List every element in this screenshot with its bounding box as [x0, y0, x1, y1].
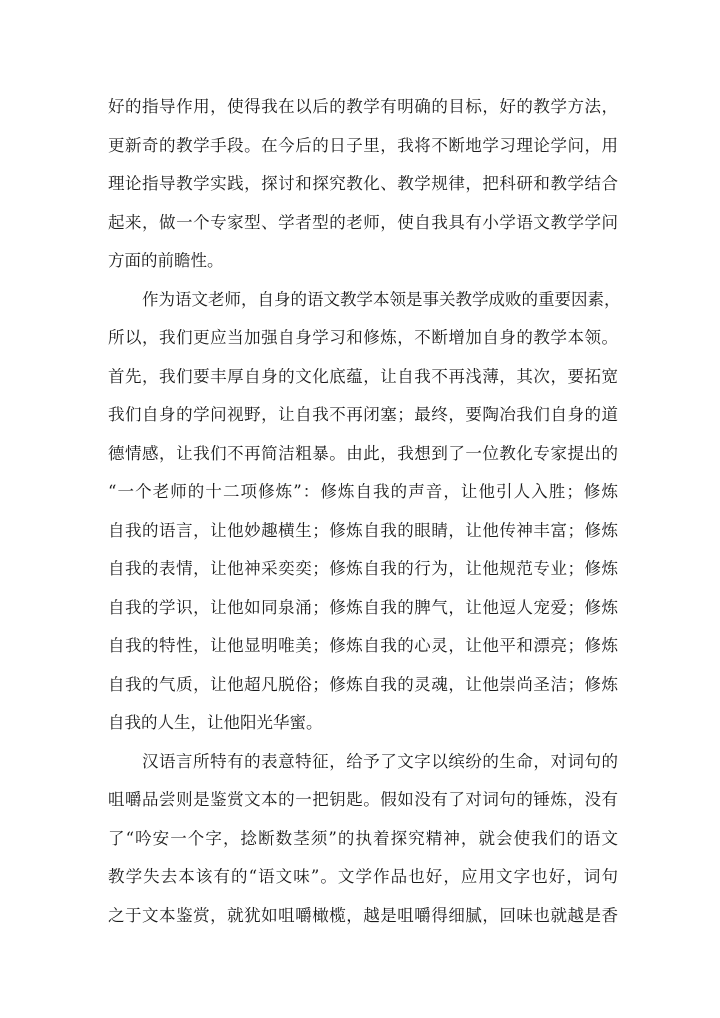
text-line: 起来，做一个专家型、学者型的老师，使自我具有小学语文教学学问 [108, 212, 618, 232]
text-line: 自我的表情，让他神采奕奕；修炼自我的行为，让他规范专业；修炼 [108, 559, 618, 578]
text-line: 教学失去本该有的“语文味”。文学作品也好，应用文字也好，词句 [108, 867, 618, 886]
text-line: 汉语言所特有的表意特征，给予了文字以缤纷的生命，对词句的 [142, 751, 618, 771]
text-line: 了“吟安一个字，捻断数茎须”的执着探究精神，就会使我们的语文 [108, 828, 618, 848]
paragraph-2 [108, 281, 621, 743]
text-line: “一个老师的十二项修炼”：修炼自我的声音，让他引人入胜；修炼 [108, 482, 618, 501]
text-line: 咀嚼品尝则是鉴赏文本的一把钥匙。假如没有了对词句的锤炼，没有 [108, 790, 618, 809]
text-line: 之于文本鉴赏，就犹如咀嚼橄榄，越是咀嚼得细腻，回味也就越是香 [108, 905, 618, 925]
text-line: 好的指导作用，使得我在以后的教学有明确的目标，好的教学方法， [108, 97, 618, 116]
text-line: 自我的气质，让他超凡脱俗；修炼自我的灵魂，让他崇尚圣洁；修炼 [108, 674, 618, 694]
text-line: 我们自身的学问视野，让自我不再闭塞；最终，要陶冶我们自身的道 [108, 405, 618, 424]
text-line: 自我的人生，让他阳光华蜜。 [108, 713, 323, 732]
text-line: 自我的学识，让他如同泉涌；修炼自我的脾气，让他逗人宠爱；修炼 [108, 597, 618, 617]
paragraph-3 [108, 743, 618, 936]
document-page [108, 88, 621, 935]
text-line: 作为语文老师，自身的语文教学本领是事关教学成败的重要因素， [142, 289, 621, 309]
text-line: 自我的特性，让他显明唯美；修炼自我的心灵，让他平和漂亮；修炼 [108, 636, 618, 655]
text-line: 首先，我们要丰厚自身的文化底蕴，让自我不再浅薄，其次，要拓宽 [108, 366, 618, 386]
text-line: 所以，我们更应当加强自身学习和修炼，不断增加自身的教学本领。 [108, 328, 618, 347]
text-line: 方面的前瞻性。 [108, 251, 224, 270]
text-line: 德情感，让我们不再简洁粗暴。由此，我想到了一位教化专家提出的 [108, 443, 618, 463]
text-line: 自我的语言，让他妙趣横生；修炼自我的眼睛，让他传神丰富；修炼 [108, 520, 618, 540]
paragraph-1 [108, 88, 618, 281]
text-line: 更新奇的教学手段。在今后的日子里，我将不断地学习理论学问，用 [108, 135, 618, 155]
text-line: 理论指导教学实践，探讨和探究教化、教学规律，把科研和教学结合 [108, 174, 618, 193]
